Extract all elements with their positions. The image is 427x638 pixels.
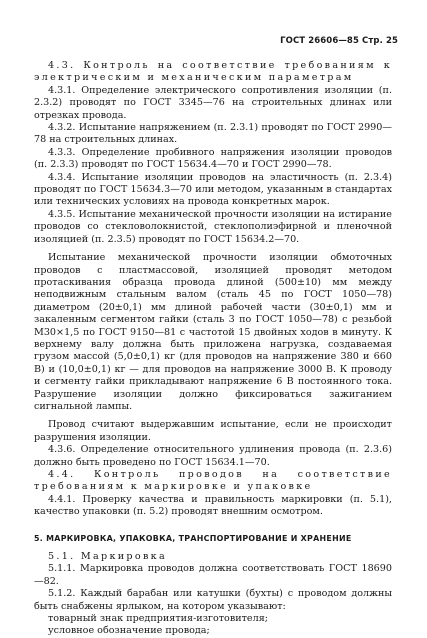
list-item-designation: условное обозначение провода; xyxy=(48,625,210,637)
paragraph-4-3-2: 4.3.2. Испытание напряжением (п. 2.3.1) проводят по ГОСТ 2990—78 на строительных длинах. xyxy=(34,122,392,146)
paragraph-4-3-4: 4.3.4. Испытание изоляции проводов на эластичность (п. 2.3.4) проводят по ГОСТ 15634.3—70 или методом, указанным в стандартах или технических условиях на провода конкретных марок. xyxy=(34,171,392,208)
document-body xyxy=(34,60,392,638)
subsection-heading-4-4: 4.4. Контроль проводов на соответствие требованиям к маркировке и упаковке xyxy=(34,469,392,493)
subsection-heading-5-1: 5.1. Маркировка xyxy=(48,551,167,563)
paragraph-4-3-6: 4.3.6. Определение относительного удлинения провода (п. 2.3.6) должно быть проведено по ГОСТ 15634.1—70. xyxy=(34,444,392,468)
paragraph-4-3-1: 4.3.1. Определение электрического сопротивления изоляции (п. 2.3.2) проводят по ГОСТ 3345—76 на строительных длинах или отрезках провода. xyxy=(34,84,392,121)
paragraph-test-pass-criterion: Провод считают выдержавшим испытание, если не происходит разрушения изоляции. xyxy=(34,419,392,443)
paragraph-mechanical-test: Испытание механической прочности изоляции обмоточных проводов с пластмассовой, изоляцией проводят методом протаскивания образца провода длиной (500±10) мм между неподвижным стальным валом (сталь 45 по ГОСТ 1050—78) диаметром (20±0,1) мм длиной рабочей части (30±0,1) мм и закаленным сегментом гайки (сталь 3 по ГОСТ 1050—78) с резьбой М30×1,5 по ГОСТ 9150—81 с частотой 15 двойных ходов в минуту. К верхнему валу должна быть приложена нагрузка, создаваемая грузом массой (5,0±0,1) кг (для проводов на напряжение 380 и 660 В) и (10,0±0,1) кг — для проводов на напряжение 3000 В. К проводу и сегменту гайки прикладывают напряжение 6 В постоянного тока. Разрушение изоляции должно фиксироваться зажиганием сигнальной лампы. xyxy=(34,252,392,412)
paragraph-5-1-1: 5.1.1. Маркировка проводов должна соответствовать ГОСТ 18690—82. xyxy=(34,563,392,587)
page-header: ГОСТ 26606—85 Стр. 25 xyxy=(280,36,398,46)
paragraph-4-3-5: 4.3.5. Испытание механической прочности изоляции на истирание проводов со стекловолокнистой, стеклополиэфирной и пленочной изоляцией (п. 2.3.5) проводят по ГОСТ 15634.2—70. xyxy=(34,208,392,245)
list-item-trademark: товарный знак предприятия-изготовителя; xyxy=(48,613,268,625)
section-heading-5: 5. МАРКИРОВКА, УПАКОВКА, ТРАНСПОРТИРОВАНИЕ И ХРАНЕНИЕ xyxy=(34,533,352,543)
subsection-heading-4-3: 4.3. Контроль на соответствие требованиям к электрическим и механическим параметрам xyxy=(34,60,392,84)
paragraph-4-4-1: 4.4.1. Проверку качества и правильность маркировки (п. 5.1), качество упаковки (п. 5.2) проводят внешним осмотром. xyxy=(34,493,392,518)
paragraph-4-3-3: 4.3.3. Определение пробивного напряжения изоляции проводов (п. 2.3.3) проводят по ГОСТ 15634.4—70 и ГОСТ 2990—78. xyxy=(34,146,392,171)
paragraph-5-1-2: 5.1.2. Каждый барабан или катушки (бухты) с проводом должны быть снабжены ярлыком, на котором указывают: xyxy=(34,588,392,612)
